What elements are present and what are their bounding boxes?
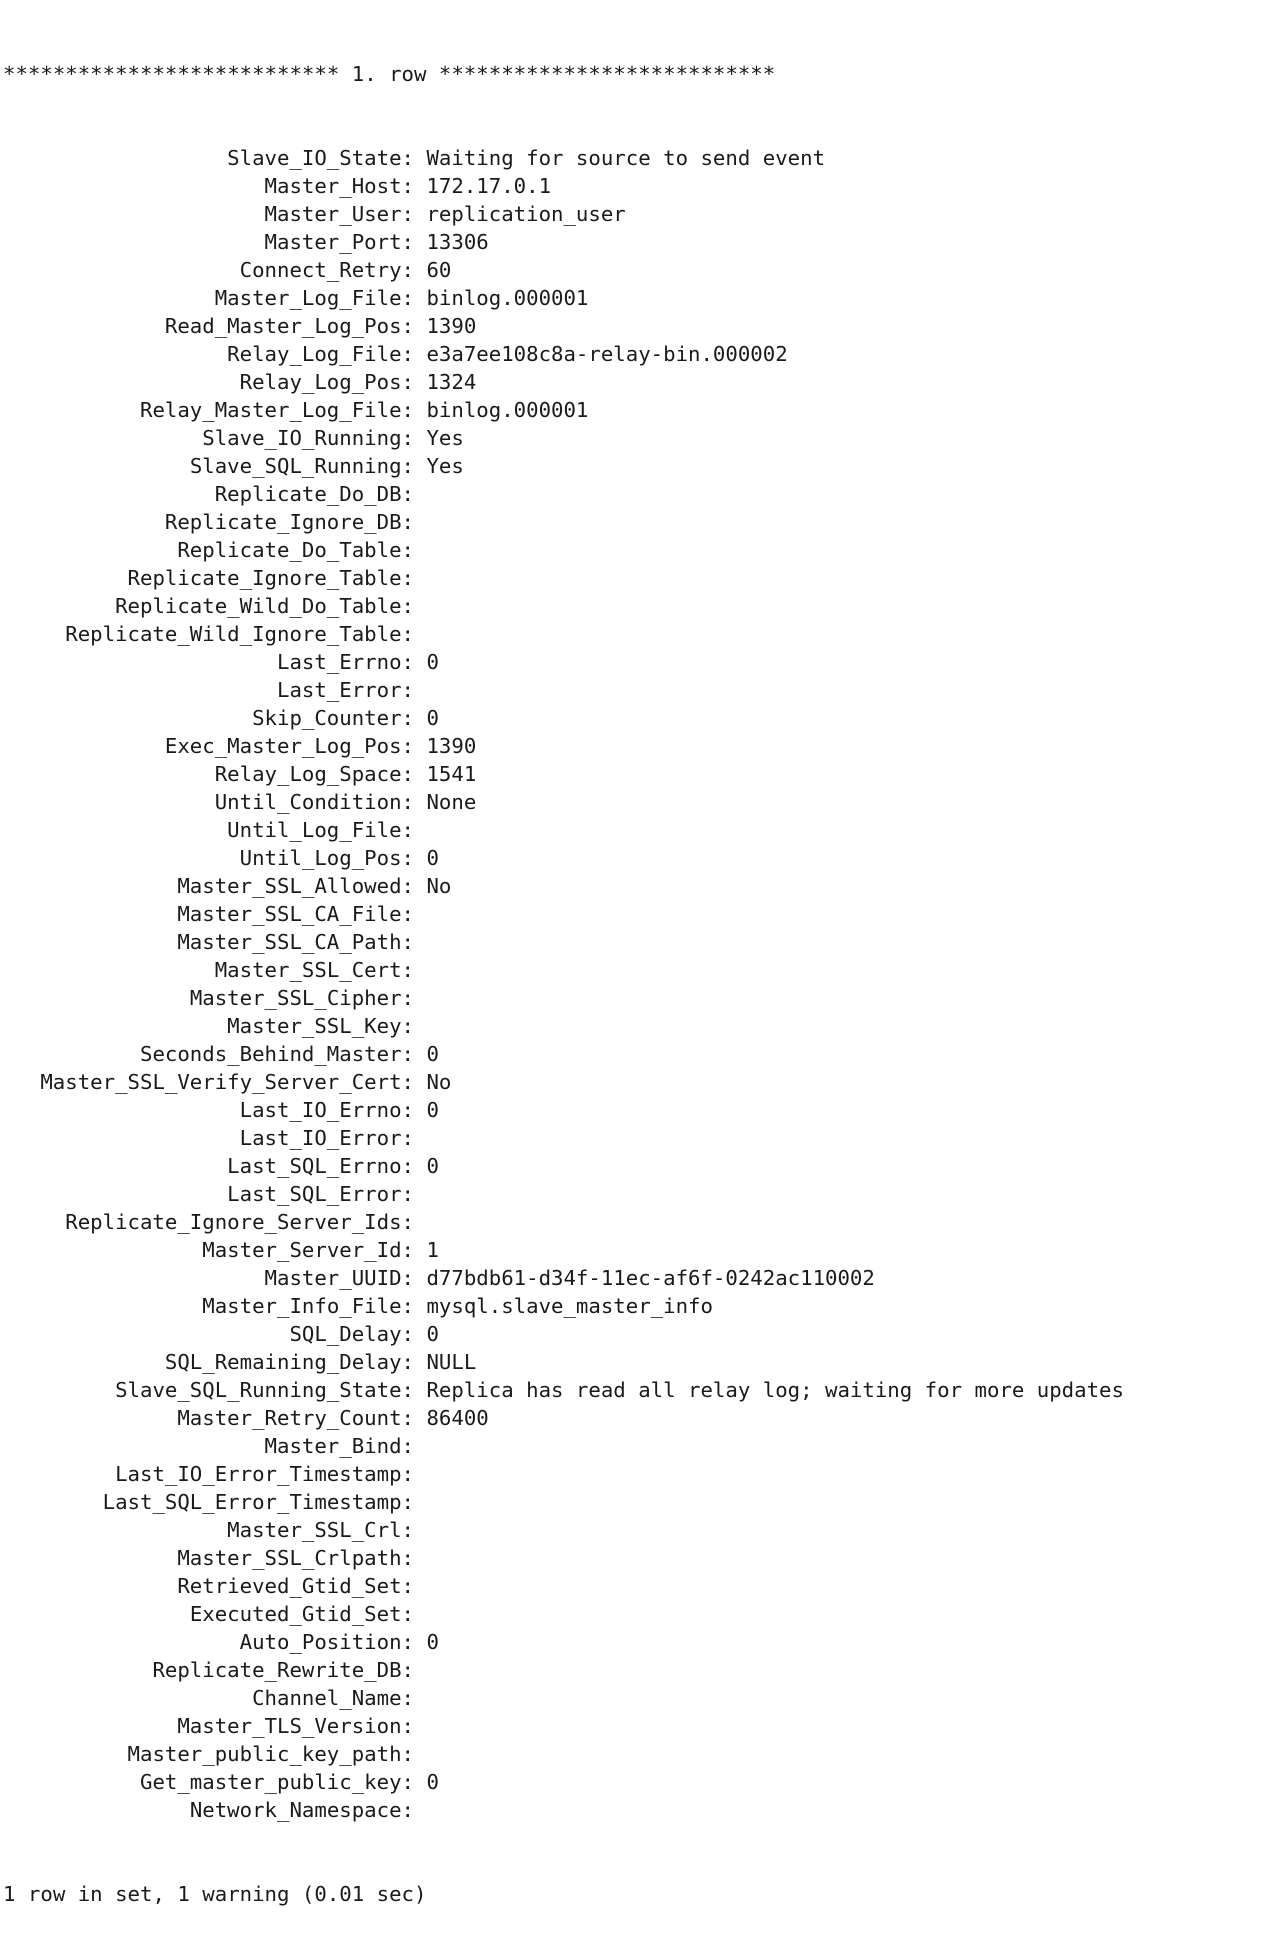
field-key: Last_IO_Error_Timestamp: [115, 1462, 402, 1486]
field-row: [3, 1572, 1284, 1600]
field-row: [3, 928, 1284, 956]
field-key: Slave_SQL_Running_State: [115, 1378, 402, 1402]
field-key: Channel_Name: [252, 1686, 402, 1710]
field-row: [3, 396, 1284, 424]
field-separator: :: [401, 1574, 427, 1598]
field-key: Last_IO_Error: [239, 1126, 402, 1150]
field-row: [3, 1600, 1284, 1628]
field-key: Master_Info_File: [202, 1294, 402, 1318]
field-row: [3, 480, 1284, 508]
field-value: 86400: [426, 1406, 489, 1430]
field-key: Replicate_Do_Table: [177, 538, 402, 562]
field-key: Master_Port: [264, 230, 402, 254]
field-separator: :: [401, 398, 427, 422]
field-key: Last_IO_Errno: [239, 1098, 402, 1122]
field-row: [3, 1628, 1284, 1656]
field-key: Master_SSL_Allowed: [177, 874, 402, 898]
field-row: [3, 508, 1284, 536]
field-value: Yes: [426, 454, 464, 478]
field-row: [3, 1488, 1284, 1516]
field-key: Until_Condition: [214, 790, 402, 814]
field-row: [3, 1796, 1284, 1824]
field-separator: :: [401, 1518, 427, 1542]
field-separator: :: [401, 622, 427, 646]
field-separator: :: [401, 510, 427, 534]
field-separator: :: [401, 1238, 427, 1262]
field-key: Replicate_Wild_Ignore_Table: [65, 622, 402, 646]
field-separator: :: [401, 1294, 427, 1318]
field-value: 0: [426, 650, 439, 674]
field-row: [3, 424, 1284, 452]
field-separator: :: [401, 1434, 427, 1458]
field-key: Relay_Log_File: [227, 342, 402, 366]
field-value: 0: [426, 1098, 439, 1122]
field-key: Master_SSL_Crl: [227, 1518, 402, 1542]
field-separator: :: [401, 1462, 427, 1486]
field-value: binlog.000001: [426, 398, 589, 422]
field-separator: :: [401, 454, 427, 478]
field-row: [3, 1124, 1284, 1152]
field-key: Seconds_Behind_Master: [139, 1042, 402, 1066]
field-separator: :: [401, 930, 427, 954]
field-value: 172.17.0.1: [426, 174, 552, 198]
field-key: SQL_Remaining_Delay: [164, 1350, 402, 1374]
field-key: Replicate_Ignore_DB: [164, 510, 402, 534]
field-value: replication_user: [426, 202, 626, 226]
field-list: [3, 144, 1284, 1824]
field-value: 0: [426, 1042, 439, 1066]
field-key: Relay_Log_Pos: [239, 370, 402, 394]
field-row: [3, 592, 1284, 620]
field-separator: :: [401, 174, 427, 198]
field-key: Replicate_Ignore_Table: [127, 566, 402, 590]
field-key: Master_SSL_Crlpath: [177, 1546, 402, 1570]
field-separator: :: [401, 1070, 427, 1094]
field-row: [3, 1348, 1284, 1376]
field-value: No: [426, 1070, 452, 1094]
field-row: [3, 200, 1284, 228]
field-row: [3, 900, 1284, 928]
field-key: Relay_Log_Space: [214, 762, 402, 786]
field-separator: :: [401, 1406, 427, 1430]
field-separator: :: [401, 846, 427, 870]
field-row: [3, 1460, 1284, 1488]
field-key: Read_Master_Log_Pos: [164, 314, 402, 338]
field-key: Master_SSL_CA_Path: [177, 930, 402, 954]
field-key: Master_Retry_Count: [177, 1406, 402, 1430]
field-separator: :: [401, 1378, 427, 1402]
field-key: Master_SSL_Cert: [214, 958, 402, 982]
field-separator: :: [401, 370, 427, 394]
field-row: [3, 256, 1284, 284]
field-row: [3, 284, 1284, 312]
field-separator: :: [401, 202, 427, 226]
field-row: [3, 564, 1284, 592]
field-key: Master_Log_File: [214, 286, 402, 310]
field-row: [3, 536, 1284, 564]
field-separator: :: [401, 650, 427, 674]
field-separator: :: [401, 678, 427, 702]
field-key: Slave_IO_Running: [202, 426, 402, 450]
field-separator: :: [401, 1322, 427, 1346]
field-separator: :: [401, 426, 427, 450]
field-row: [3, 1068, 1284, 1096]
field-key: Skip_Counter: [252, 706, 402, 730]
field-row: [3, 144, 1284, 172]
field-separator: :: [401, 1686, 427, 1710]
field-value: 1324: [426, 370, 477, 394]
field-key: Master_UUID: [264, 1266, 402, 1290]
field-row: [3, 732, 1284, 760]
field-key: Until_Log_Pos: [239, 846, 402, 870]
field-row: [3, 1376, 1284, 1404]
field-separator: :: [401, 734, 427, 758]
field-separator: :: [401, 1182, 427, 1206]
field-value: 1541: [426, 762, 477, 786]
field-separator: :: [401, 314, 427, 338]
field-key: Get_master_public_key: [139, 1770, 402, 1794]
field-row: [3, 1544, 1284, 1572]
field-separator: :: [401, 790, 427, 814]
terminal-output: [3, 4, 1284, 1936]
field-key: Master_Host: [264, 174, 402, 198]
field-key: Replicate_Rewrite_DB: [152, 1658, 402, 1682]
field-value: Replica has read all relay log; waiting for more updates: [426, 1378, 1124, 1402]
field-row: [3, 788, 1284, 816]
field-separator: :: [401, 1014, 427, 1038]
field-row: [3, 648, 1284, 676]
field-row: [3, 1236, 1284, 1264]
field-row: [3, 1320, 1284, 1348]
field-separator: :: [401, 258, 427, 282]
field-key: Exec_Master_Log_Pos: [164, 734, 402, 758]
field-row: [3, 1096, 1284, 1124]
field-separator: :: [401, 1630, 427, 1654]
field-separator: :: [401, 594, 427, 618]
field-row: [3, 1152, 1284, 1180]
field-key: Slave_IO_State: [227, 146, 402, 170]
field-value: 13306: [426, 230, 489, 254]
field-value: 60: [426, 258, 452, 282]
field-value: Waiting for source to send event: [426, 146, 826, 170]
field-key: SQL_Delay: [289, 1322, 402, 1346]
field-separator: :: [401, 902, 427, 926]
field-separator: :: [401, 482, 427, 506]
field-key: Master_SSL_Cipher: [189, 986, 402, 1010]
field-separator: :: [401, 986, 427, 1010]
field-separator: :: [401, 818, 427, 842]
field-value: 0: [426, 706, 439, 730]
field-key: Master_Bind: [264, 1434, 402, 1458]
field-value: d77bdb61-d34f-11ec-af6f-0242ac110002: [426, 1266, 875, 1290]
row-header: *************************** 1. row ***************************: [3, 62, 776, 86]
field-row: [3, 872, 1284, 900]
field-row: [3, 1264, 1284, 1292]
field-separator: :: [401, 1742, 427, 1766]
field-separator: :: [401, 1126, 427, 1150]
field-row: [3, 1712, 1284, 1740]
field-row: [3, 1516, 1284, 1544]
field-key: Slave_SQL_Running: [189, 454, 402, 478]
field-row: [3, 1292, 1284, 1320]
field-separator: :: [401, 286, 427, 310]
field-value: No: [426, 874, 452, 898]
field-row: [3, 844, 1284, 872]
field-value: 0: [426, 1322, 439, 1346]
field-row: [3, 340, 1284, 368]
field-row: [3, 312, 1284, 340]
field-value: 0: [426, 846, 439, 870]
field-separator: :: [401, 762, 427, 786]
field-row: [3, 452, 1284, 480]
field-row: [3, 1040, 1284, 1068]
field-separator: :: [401, 1210, 427, 1234]
field-key: Master_SSL_Key: [227, 1014, 402, 1038]
field-separator: :: [401, 342, 427, 366]
field-key: Master_public_key_path: [127, 1742, 402, 1766]
field-row: [3, 1012, 1284, 1040]
field-key: Replicate_Ignore_Server_Ids: [65, 1210, 402, 1234]
field-value: mysql.slave_master_info: [426, 1294, 713, 1318]
field-row: [3, 1684, 1284, 1712]
field-separator: :: [401, 1490, 427, 1514]
field-row: [3, 1768, 1284, 1796]
field-value: 1: [426, 1238, 439, 1262]
field-value: NULL: [426, 1350, 477, 1374]
field-key: Auto_Position: [239, 1630, 402, 1654]
field-value: 0: [426, 1770, 439, 1794]
field-row: [3, 1432, 1284, 1460]
field-row: [3, 956, 1284, 984]
field-separator: :: [401, 230, 427, 254]
field-value: 0: [426, 1630, 439, 1654]
field-row: [3, 172, 1284, 200]
field-value: None: [426, 790, 477, 814]
field-separator: :: [401, 1154, 427, 1178]
field-separator: :: [401, 1714, 427, 1738]
field-separator: :: [401, 1798, 427, 1822]
field-key: Relay_Master_Log_File: [139, 398, 402, 422]
field-separator: :: [401, 538, 427, 562]
field-row: [3, 676, 1284, 704]
field-row: [3, 228, 1284, 256]
field-row: [3, 760, 1284, 788]
field-key: Network_Namespace: [189, 1798, 402, 1822]
field-value: 1390: [426, 314, 477, 338]
result-summary: 1 row in set, 1 warning (0.01 sec): [3, 1882, 427, 1906]
field-key: Connect_Retry: [239, 258, 402, 282]
field-key: Until_Log_File: [227, 818, 402, 842]
field-key: Master_TLS_Version: [177, 1714, 402, 1738]
field-separator: :: [401, 706, 427, 730]
field-row: [3, 368, 1284, 396]
field-value: 0: [426, 1154, 439, 1178]
field-separator: :: [401, 874, 427, 898]
field-key: Last_SQL_Errno: [227, 1154, 402, 1178]
field-value: e3a7ee108c8a-relay-bin.000002: [426, 342, 788, 366]
field-key: Executed_Gtid_Set: [189, 1602, 402, 1626]
field-key: Master_Server_Id: [202, 1238, 402, 1262]
field-key: Last_SQL_Error: [227, 1182, 402, 1206]
field-row: [3, 1656, 1284, 1684]
field-separator: :: [401, 1098, 427, 1122]
field-row: [3, 1740, 1284, 1768]
field-separator: :: [401, 1602, 427, 1626]
field-key: Last_Error: [276, 678, 402, 702]
field-separator: :: [401, 1266, 427, 1290]
field-separator: :: [401, 1770, 427, 1794]
field-key: Last_SQL_Error_Timestamp: [102, 1490, 402, 1514]
field-row: [3, 704, 1284, 732]
field-separator: :: [401, 1350, 427, 1374]
field-key: Last_Errno: [276, 650, 402, 674]
field-separator: :: [401, 958, 427, 982]
field-key: Master_User: [264, 202, 402, 226]
field-key: Replicate_Do_DB: [214, 482, 402, 506]
field-row: [3, 816, 1284, 844]
field-row: [3, 1404, 1284, 1432]
field-value: 1390: [426, 734, 477, 758]
field-row: [3, 1208, 1284, 1236]
field-value: binlog.000001: [426, 286, 589, 310]
field-separator: :: [401, 1546, 427, 1570]
field-value: Yes: [426, 426, 464, 450]
field-key: Master_SSL_CA_File: [177, 902, 402, 926]
field-row: [3, 984, 1284, 1012]
field-row: [3, 620, 1284, 648]
field-key: Replicate_Wild_Do_Table: [115, 594, 402, 618]
field-separator: :: [401, 146, 427, 170]
field-key: Retrieved_Gtid_Set: [177, 1574, 402, 1598]
field-key: Master_SSL_Verify_Server_Cert: [40, 1070, 402, 1094]
field-row: [3, 1180, 1284, 1208]
field-separator: :: [401, 1658, 427, 1682]
field-separator: :: [401, 566, 427, 590]
field-separator: :: [401, 1042, 427, 1066]
